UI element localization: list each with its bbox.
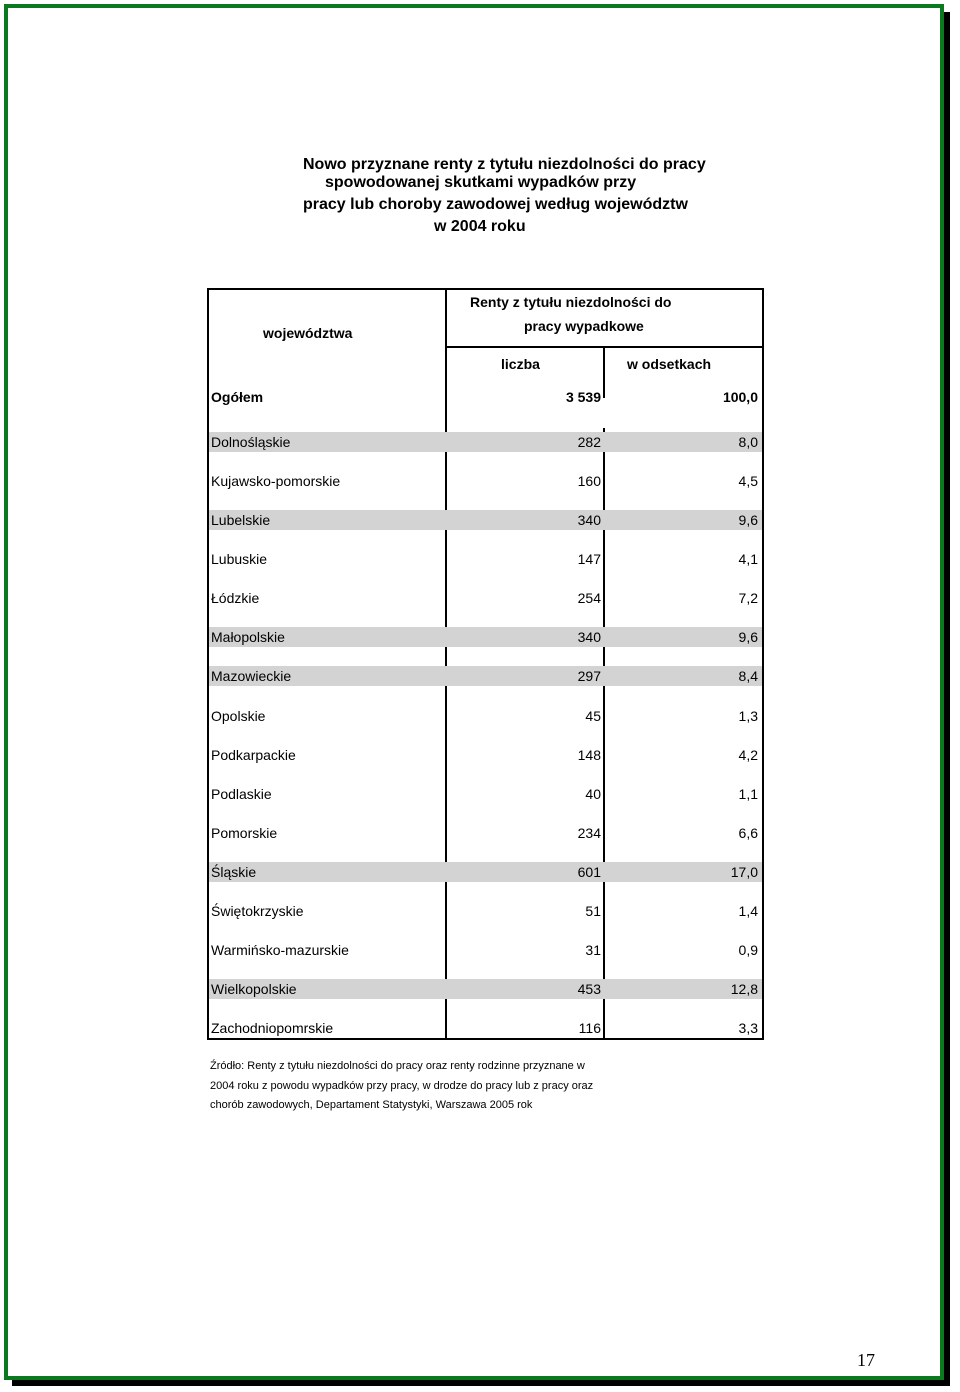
table-row <box>209 823 762 843</box>
header-region: województwa <box>263 325 353 341</box>
source-note-line-3: chorób zawodowych, Departament Statystyki, Warszawa 2005 rok <box>210 1099 533 1111</box>
region-percent: 9,6 <box>738 629 758 645</box>
region-name: Wielkopolskie <box>211 981 297 997</box>
header-group-line-1: Renty z tytułu niezdolności do <box>470 294 672 310</box>
region-percent: 8,4 <box>738 668 758 684</box>
frame-shadow-bottom <box>12 1380 950 1386</box>
total-label: Ogółem <box>211 389 264 405</box>
region-name: Świętokrzyskie <box>211 903 304 919</box>
region-percent: 4,5 <box>738 473 758 489</box>
title-line-1: Nowo przyznane renty z tytułu niezdolności do pracy <box>303 156 706 173</box>
region-count: 297 <box>577 668 601 684</box>
table-row <box>209 510 762 530</box>
region-name: Opolskie <box>211 708 266 724</box>
region-count: 160 <box>577 473 601 489</box>
region-name: Mazowieckie <box>211 668 292 684</box>
source-note-line-2: 2004 roku z powodu wypadków przy pracy, w drodze do pracy lub z pracy oraz <box>210 1080 594 1092</box>
region-name: Małopolskie <box>211 629 285 645</box>
frame-shadow-right <box>944 12 950 1386</box>
table-row <box>209 588 762 608</box>
table-row <box>209 979 762 999</box>
title-line-4: w 2004 roku <box>434 218 526 235</box>
region-name: Podlaskie <box>211 786 272 802</box>
page-number: 17 <box>857 1350 875 1370</box>
region-percent: 6,6 <box>738 825 758 841</box>
table-row <box>209 784 762 804</box>
region-percent: 1,3 <box>738 708 758 724</box>
region-percent: 4,2 <box>738 747 758 763</box>
table-row <box>209 432 762 452</box>
region-name: Lubuskie <box>211 551 268 567</box>
title-line-3: pracy lub choroby zawodowej według województw <box>303 196 688 213</box>
table-row <box>209 627 762 647</box>
region-percent: 12,8 <box>730 981 758 997</box>
table-row <box>209 1018 762 1038</box>
region-count: 31 <box>585 942 601 958</box>
table-row-total <box>209 387 762 407</box>
source-note-line-1: Źródło: Renty z tytułu niezdolności do pracy oraz renty rodzinne przyznane w <box>210 1060 585 1072</box>
table-row <box>209 862 762 882</box>
region-count: 45 <box>585 708 601 724</box>
table-row <box>209 471 762 491</box>
region-name: Zachodniopomrskie <box>211 1020 334 1036</box>
region-count: 340 <box>577 512 601 528</box>
header-percent: w odsetkach <box>627 356 712 372</box>
title-line-2: spowodowanej skutkami wypadków przy <box>325 174 637 191</box>
region-percent: 7,2 <box>738 590 758 606</box>
region-count: 40 <box>585 786 601 802</box>
region-name: Dolnośląskie <box>211 434 291 450</box>
data-table <box>207 288 764 1040</box>
region-name: Śląskie <box>211 864 257 880</box>
region-count: 51 <box>585 903 601 919</box>
region-name: Kujawsko-pomorskie <box>211 473 341 489</box>
region-count: 147 <box>577 551 601 567</box>
region-count: 254 <box>577 590 601 606</box>
region-percent: 3,3 <box>738 1020 758 1036</box>
region-percent: 1,4 <box>738 903 758 919</box>
total-percent: 100,0 <box>722 389 758 405</box>
header-count: liczba <box>501 356 540 372</box>
region-count: 601 <box>577 864 601 880</box>
region-name: Lubelskie <box>211 512 271 528</box>
table-row <box>209 940 762 960</box>
region-count: 282 <box>577 434 601 450</box>
region-percent: 0,9 <box>738 942 758 958</box>
region-count: 148 <box>577 747 601 763</box>
region-name: Warmińsko-mazurskie <box>211 942 349 958</box>
table-row <box>209 901 762 921</box>
table-row <box>209 666 762 686</box>
region-name: Łódzkie <box>211 590 260 606</box>
header-group-line-2: pracy wypadkowe <box>524 318 644 334</box>
total-count: 3 539 <box>565 389 601 405</box>
region-percent: 8,0 <box>738 434 758 450</box>
header-divider <box>445 346 764 348</box>
table-row <box>209 706 762 726</box>
region-count: 453 <box>577 981 601 997</box>
region-count: 234 <box>577 825 601 841</box>
region-count: 340 <box>577 629 601 645</box>
region-percent: 1,1 <box>738 786 758 802</box>
region-percent: 9,6 <box>738 512 758 528</box>
region-percent: 17,0 <box>730 864 758 880</box>
region-name: Podkarpackie <box>211 747 296 763</box>
region-name: Pomorskie <box>211 825 278 841</box>
table-row <box>209 549 762 569</box>
region-percent: 4,1 <box>738 551 758 567</box>
region-count: 116 <box>578 1020 601 1036</box>
table-row <box>209 745 762 765</box>
